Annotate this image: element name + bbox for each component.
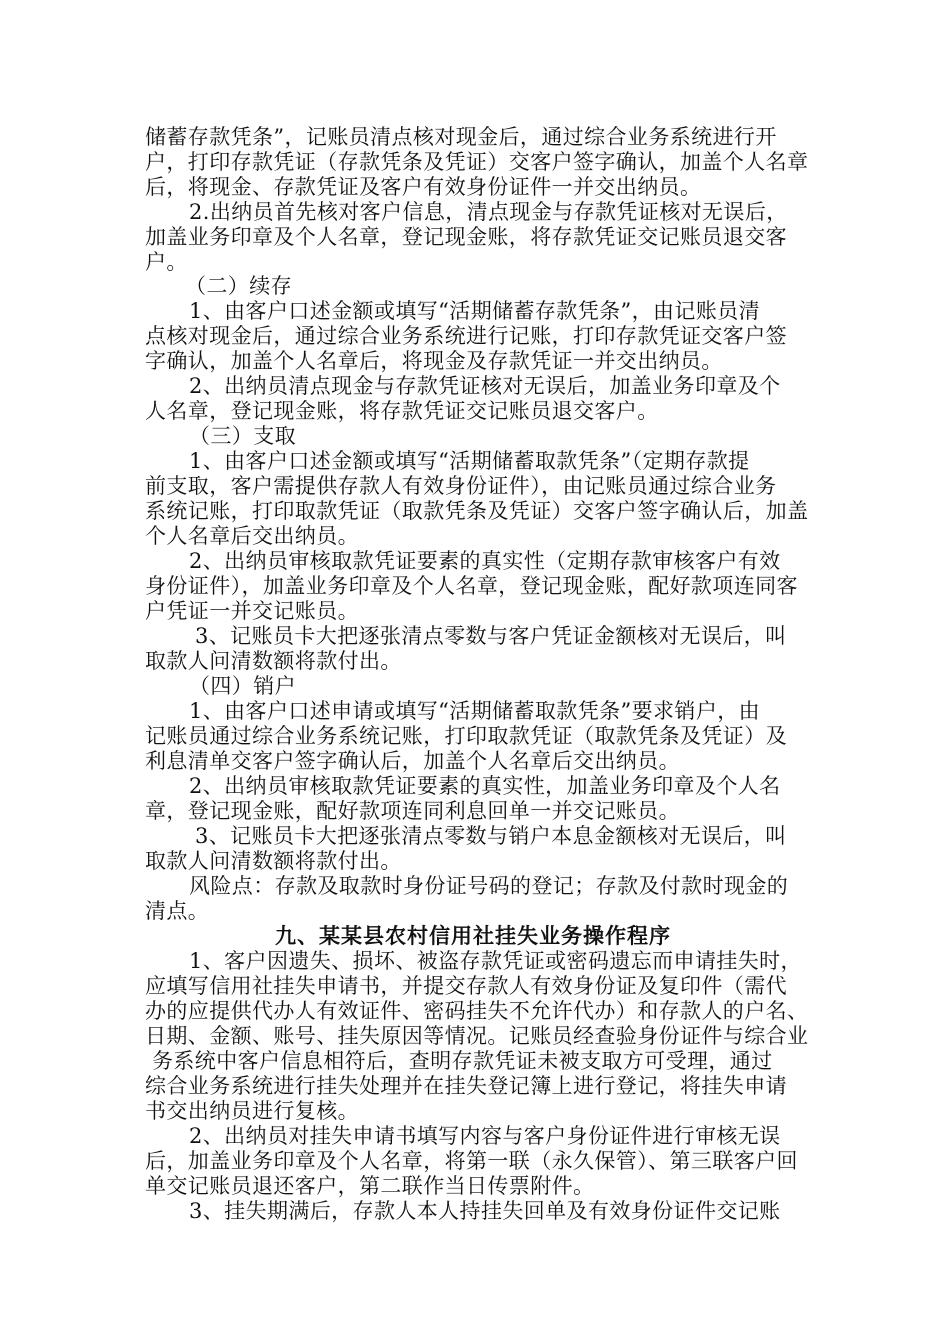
text-line: 1、客户因遗失、损坏、被盗存款凭证或密码遗忘而申请挂失时， bbox=[189, 949, 802, 973]
text-line: 应填写信用社挂失申请书，并提交存款人有效身份证及复印件（需代 bbox=[145, 974, 787, 998]
risk-point-text: 风险点：存款及取款时身份证号码的登记；存款及付款时现金的 bbox=[189, 874, 789, 898]
text-line: 储蓄存款凭条”，记账员清点核对现金后，通过综合业务系统进行开 bbox=[145, 125, 777, 149]
text-line: 取款人问清数额将款付出。 bbox=[145, 849, 402, 873]
section-subheading: （四）销户 bbox=[189, 674, 296, 698]
text-line: 取款人问清数额将款付出。 bbox=[145, 649, 402, 673]
text-line: 记账员通过综合业务系统记账，打印取款凭证（取款凭条及凭证）及 bbox=[145, 724, 787, 748]
text-line: 2、出纳员清点现金与存款凭证核对无误后，加盖业务印章及个 bbox=[189, 374, 781, 398]
section-heading: 九、某某县农村信用社挂失业务操作程序 bbox=[275, 924, 671, 948]
text-line: 1、由客户口述申请或填写“活期储蓄取款凭条”要求销户，由 bbox=[189, 699, 761, 723]
text-line: 2、出纳员审核取款凭证要素的真实性（定期存款审核客户有效 bbox=[189, 549, 781, 573]
text-line: 后，加盖业务印章及个人名章，将第一联（永久保管）、第三联客户回 bbox=[145, 1149, 798, 1173]
text-line: 点核对现金后，通过综合业务系统进行记账，打印存款凭证交客户签 bbox=[145, 324, 787, 348]
text-line: 户凭证一并交记账员。 bbox=[145, 599, 359, 623]
text-line: 系统记账，打印取款凭证（取款凭条及凭证）交客户签字确认后，加盖 bbox=[145, 499, 809, 523]
text-line: 2、出纳员对挂失申请书填写内容与客户身份证件进行审核无误 bbox=[189, 1124, 781, 1148]
text-line: 日期、金额、账号、挂失原因等情况。记账员经查验身份证件与综合业 bbox=[145, 1024, 809, 1048]
text-line: 综合业务系统进行挂失处理并在挂失登记簿上进行登记，将挂失申请 bbox=[145, 1074, 787, 1098]
text-line: 3、记账员卡大把逐张清点零数与销户本息金额核对无误后，叫 bbox=[195, 824, 787, 848]
text-line: 后，将现金、存款凭证及客户有效身份证件一并交出纳员。 bbox=[145, 175, 702, 199]
section-subheading: （三）支取 bbox=[189, 424, 296, 448]
text-line: 1、由客户口述金额或填写“活期储蓄取款凭条”（定期存款提 bbox=[189, 449, 750, 473]
text-line: 户，打印存款凭证（存款凭条及凭证）交客户签字确认，加盖个人名章 bbox=[145, 150, 809, 174]
text-line: 利息清单交客户签字确认后，加盖个人名章后交出纳员。 bbox=[145, 749, 680, 773]
text-line: 办的应提供代办人有效证件、密码挂失不允许代办）和存款人的户名、 bbox=[145, 999, 809, 1023]
text-line: 清点。 bbox=[145, 899, 210, 923]
section-subheading: （二）续存 bbox=[185, 274, 292, 298]
text-line: 前支取，客户需提供存款人有效身份证件），由记账员通过综合业务 bbox=[145, 474, 777, 498]
text-line: 加盖业务印章及个人名章，登记现金账，将存款凭证交记账员退交客 bbox=[145, 225, 787, 249]
text-line: 1、由客户口述金额或填写“活期储蓄存款凭条”，由记账员清 bbox=[189, 299, 761, 323]
text-line: 2.出纳员首先核对客户信息，清点现金与存款凭证核对无误后， bbox=[189, 200, 788, 224]
text-line: 章，登记现金账，配好款项连同利息回单一并交记账员。 bbox=[145, 799, 680, 823]
text-line: 户。 bbox=[145, 250, 188, 274]
text-line: 单交记账员退还客户，第二联作当日传票附件。 bbox=[145, 1174, 595, 1198]
text-line: 身份证件），加盖业务印章及个人名章，登记现金账，配好款项连同客 bbox=[145, 574, 798, 598]
text-line: 2、出纳员审核取款凭证要素的真实性，加盖业务印章及个人名 bbox=[189, 774, 781, 798]
text-line: 人名章，登记现金账，将存款凭证交记账员退交客户。 bbox=[145, 399, 659, 423]
text-line: 3、记账员卡大把逐张清点零数与客户凭证金额核对无误后，叫 bbox=[195, 624, 787, 648]
text-line: 书交出纳员进行复核。 bbox=[145, 1099, 359, 1123]
text-line: 3、挂失期满后，存款人本人持挂失回单及有效身份证件交记账 bbox=[189, 1199, 781, 1223]
text-line: 务系统中客户信息相符后，查明存款凭证未被支取方可受理，通过 bbox=[152, 1049, 773, 1073]
text-line: 字确认，加盖个人名章后，将现金及存款凭证一并交出纳员。 bbox=[145, 349, 723, 373]
text-line: 个人名章后交出纳员。 bbox=[145, 524, 359, 548]
